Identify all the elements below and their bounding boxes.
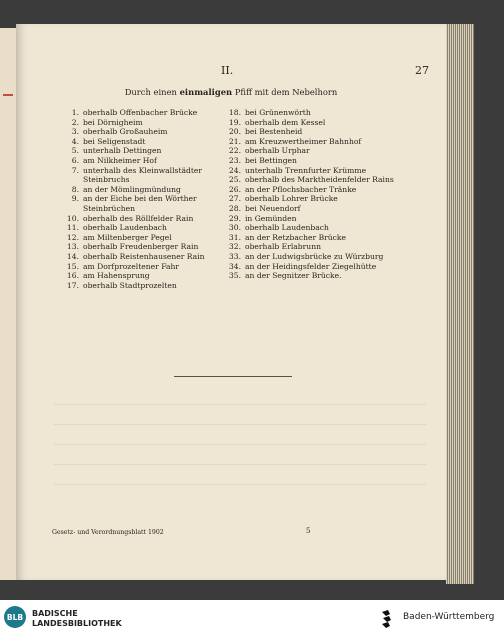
list-item — [224, 223, 394, 233]
list-item — [62, 146, 222, 156]
item-location: am Miltenberger Pegel — [83, 232, 172, 242]
list-item — [224, 166, 394, 176]
item-location: oberhalb dem Kessel — [245, 117, 326, 127]
item-number: 26. — [228, 184, 241, 194]
item-location: bei Neuendorf — [245, 203, 301, 213]
list-item — [62, 156, 222, 166]
list-item — [224, 137, 394, 147]
document-page — [16, 24, 446, 580]
item-number: 19. — [228, 117, 241, 127]
item-number: 13. — [66, 242, 79, 252]
item-location: oberhalb Lohrer Brücke — [245, 194, 338, 204]
list-item — [62, 185, 222, 195]
item-location: oberhalb Reistenhausener Rain — [83, 251, 205, 261]
item-location: oberhalb Laudenbach — [245, 223, 329, 233]
list-item — [224, 146, 394, 156]
list-item — [224, 127, 394, 137]
bw-lions-icon[interactable] — [380, 608, 398, 628]
item-number: 18. — [228, 108, 241, 117]
page-marker — [3, 94, 13, 96]
list-item — [224, 108, 394, 118]
item-location: an der Segnitzer Brücke. — [245, 271, 342, 281]
bleed-through-line — [54, 424, 426, 425]
list-item — [62, 262, 222, 272]
item-number: 32. — [228, 242, 241, 252]
item-number: 21. — [228, 136, 241, 146]
list-item — [224, 204, 394, 214]
item-location: oberhalb Erlabrunn — [245, 242, 321, 252]
item-number: 14. — [66, 251, 79, 261]
list-item — [224, 118, 394, 128]
library-banner — [0, 600, 504, 636]
item-location: an der Ludwigsbrücke zu Würzburg — [245, 251, 384, 261]
item-number: 4. — [71, 136, 79, 146]
item-number: 6. — [71, 155, 79, 165]
blb-name[interactable]: BADISCHE LANDESBIBLIOTHEK — [32, 609, 122, 628]
item-number: 15. — [66, 261, 79, 271]
item-location: am Dorfprozeltener Fahr — [83, 261, 180, 271]
item-location: an der Eiche bei den Wörther Steinbrüchen — [83, 194, 197, 213]
item-number: 12. — [66, 232, 79, 242]
item-location: bei Seligenstadt — [83, 136, 146, 146]
blb-logo-icon[interactable]: BLB — [4, 606, 26, 628]
item-location: oberhalb des Marktheidenfelder Rains — [245, 175, 394, 185]
list-item — [62, 137, 222, 147]
item-location: bei Bestenheid — [245, 127, 303, 137]
item-number: 10. — [66, 213, 79, 223]
item-number: 3. — [71, 127, 79, 137]
right-column — [224, 108, 394, 281]
item-number: 2. — [71, 117, 79, 127]
item-number: 9. — [71, 194, 79, 204]
item-location: oberhalb Freudenberger Rain — [83, 242, 199, 252]
item-location: am Kreuzwertheimer Bahnhof — [245, 136, 362, 146]
item-number: 22. — [228, 146, 241, 156]
item-number: 5. — [71, 146, 79, 156]
item-number: 8. — [71, 184, 79, 194]
section-divider — [174, 376, 292, 377]
list-item — [224, 175, 394, 185]
item-number: 29. — [228, 213, 241, 223]
list-item — [224, 242, 394, 252]
item-location: bei Bettingen — [245, 155, 297, 165]
item-location: am Nilkheimer Hof — [83, 155, 157, 165]
item-location: oberhalb Urphar — [245, 146, 310, 156]
item-location: an der Retzbacher Brücke — [245, 232, 347, 242]
list-item — [62, 214, 222, 224]
page-number: 27 — [415, 64, 429, 77]
list-item — [62, 194, 222, 213]
bw-name[interactable]: Baden-Württemberg — [403, 612, 495, 622]
list-item — [224, 214, 394, 224]
section-number: II. — [221, 64, 234, 77]
item-number: 16. — [66, 271, 79, 281]
item-location: an der Mömlingmündung — [83, 184, 181, 194]
item-number: 11. — [66, 223, 79, 233]
item-location: unterhalb Dettingen — [83, 146, 162, 156]
item-location: an der Heidingsfelder Ziegelhütte — [245, 261, 377, 271]
item-location: bei Dörnigheim — [83, 117, 143, 127]
item-location: oberhalb Offenbacher Brücke — [83, 108, 198, 117]
list-item — [62, 223, 222, 233]
list-item — [224, 271, 394, 281]
footer-signature: 5 — [306, 527, 311, 535]
bleed-through-line — [54, 444, 426, 445]
list-item — [224, 185, 394, 195]
item-number: 23. — [228, 155, 241, 165]
list-item — [62, 281, 222, 291]
item-location: oberhalb Laudenbach — [83, 223, 167, 233]
item-location: bei Grünenwörth — [245, 108, 311, 117]
list-item — [224, 194, 394, 204]
book-edge — [446, 24, 474, 584]
list-item — [62, 108, 222, 118]
previous-page-edge — [0, 28, 17, 580]
item-location: oberhalb des Röllfelder Rain — [83, 213, 194, 223]
bleed-through-line — [54, 484, 426, 485]
footer-publication: Gesetz- und Verordnungsblatt 1902 — [52, 529, 164, 536]
bleed-through-line — [54, 464, 426, 465]
left-column — [62, 108, 222, 290]
list-item — [62, 127, 222, 137]
item-number: 34. — [228, 261, 241, 271]
list-item — [62, 271, 222, 281]
title-emphasis: einmaligen — [179, 87, 233, 97]
list-item — [224, 252, 394, 262]
item-location: in Gemünden — [245, 213, 297, 223]
list-item — [62, 233, 222, 243]
item-number: 33. — [228, 251, 241, 261]
item-number: 31. — [228, 232, 241, 242]
item-location: an der Pflochsbacher Tränke — [245, 184, 357, 194]
item-number: 28. — [228, 203, 241, 213]
item-location: oberhalb Stadtprozelten — [83, 280, 177, 290]
list-item — [62, 252, 222, 262]
item-number: 24. — [228, 165, 241, 175]
item-number: 7. — [71, 165, 79, 175]
list-item — [224, 233, 394, 243]
item-number: 35. — [228, 271, 241, 281]
list-item — [224, 156, 394, 166]
bleed-through-line — [54, 404, 426, 405]
item-number: 20. — [228, 127, 241, 137]
list-item — [62, 242, 222, 252]
item-location: am Hahensprung — [83, 271, 150, 281]
section-title: Durch einen einmaligen Pfiff mit dem Nebelhorn — [124, 87, 338, 97]
list-item — [62, 118, 222, 128]
item-location: unterhalb des Kleinwallstädter Steinbruchs — [83, 165, 203, 185]
list-item — [62, 166, 222, 185]
item-number: 30. — [228, 223, 241, 233]
item-number: 25. — [228, 175, 241, 185]
item-location: oberhalb Großauheim — [83, 127, 168, 137]
item-location: unterhalb Trennfurter Krümme — [245, 165, 367, 175]
list-item — [224, 262, 394, 272]
item-number: 17. — [66, 280, 79, 290]
item-number: 1. — [71, 108, 79, 117]
item-number: 27. — [228, 194, 241, 204]
